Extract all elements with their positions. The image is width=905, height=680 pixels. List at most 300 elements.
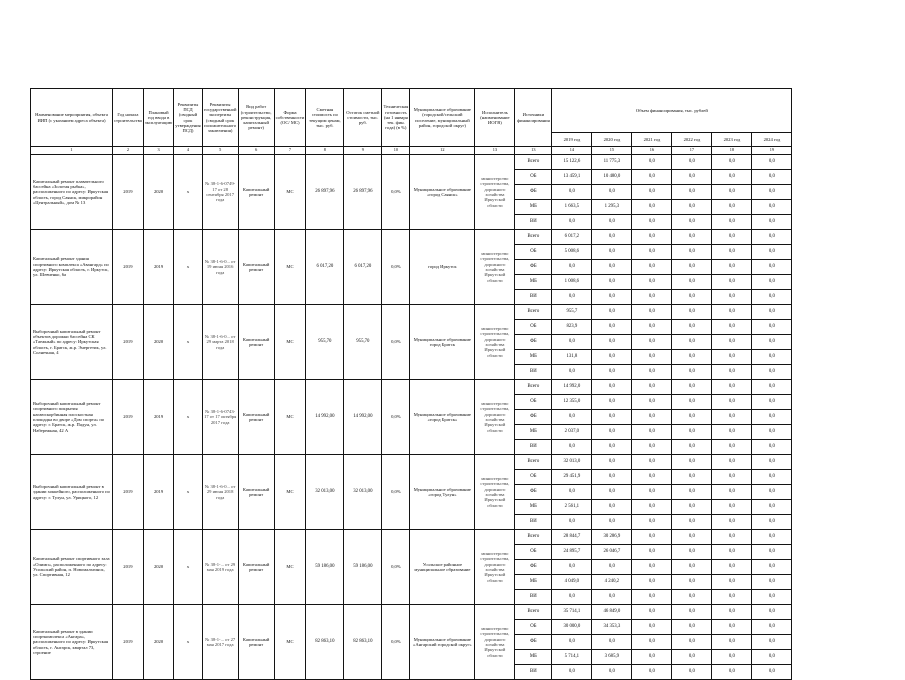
start-year-cell: 2019 (113, 380, 144, 455)
object-name-cell: Капитальный ремонт плавательного бассейна «Золотая рыбка», расположенного по адресу: Иркутская область, город Саянск, микрорайон «Центральный», дом № 13 (31, 155, 113, 230)
funding-amount-cell: 0,0 (632, 620, 672, 635)
funding-amount-cell: 15 122,6 (552, 155, 592, 170)
funding-amount-cell: 0,0 (632, 455, 672, 470)
header-index-cell: 19 (752, 147, 792, 155)
psd-cell: х (174, 155, 202, 230)
funding-amount-cell: 0,0 (672, 650, 712, 665)
funding-amount-cell: 0,0 (592, 305, 632, 320)
funding-amount-cell: 0,0 (592, 425, 632, 440)
funding-amount-cell: 0,0 (552, 560, 592, 575)
funding-amount-cell: 28 844,7 (552, 530, 592, 545)
remain-cell: 32 013,00 (344, 455, 382, 530)
expertise-cell: № 38-1-6-0... от 29 марта 2018 года (202, 305, 238, 380)
header-index-cell: 7 (274, 147, 306, 155)
funding-amount-cell: 0,0 (632, 275, 672, 290)
funding-amount-cell: 0,0 (552, 260, 592, 275)
psd-cell: х (174, 380, 202, 455)
funding-source-cell: МБ (515, 200, 552, 215)
funding-amount-cell: 0,0 (632, 245, 672, 260)
funding-amount-cell: 0,0 (752, 425, 792, 440)
funding-amount-cell: 0,0 (632, 575, 672, 590)
funding-amount-cell: 0,0 (672, 500, 712, 515)
funding-amount-cell: 0,0 (712, 335, 752, 350)
funding-amount-cell: 0,0 (592, 560, 632, 575)
funding-amount-cell: 0,0 (632, 185, 672, 200)
funding-amount-cell: 0,0 (632, 395, 672, 410)
header-ownership: Форма собственности (ОС/ МС) (274, 89, 306, 147)
funding-amount-cell: 0,0 (712, 260, 752, 275)
funding-amount-cell: 0,0 (632, 335, 672, 350)
header-index-cell: 9 (344, 147, 382, 155)
funding-amount-cell: 0,0 (752, 230, 792, 245)
funding-amount-cell: 0,0 (592, 290, 632, 305)
funding-amount-cell: 35 714,1 (552, 605, 592, 620)
funding-amount-cell: 14 992,0 (552, 380, 592, 395)
funding-amount-cell: 0,0 (712, 485, 752, 500)
funding-amount-cell: 0,0 (672, 350, 712, 365)
funding-amount-cell: 0,0 (672, 170, 712, 185)
funding-amount-cell: 0,0 (752, 350, 792, 365)
funding-amount-cell: 0,0 (552, 365, 592, 380)
readiness-cell: 0,0% (382, 305, 410, 380)
funding-amount-cell: 0,0 (552, 290, 592, 305)
funding-amount-cell: 0,0 (552, 410, 592, 425)
table-row (31, 530, 792, 545)
funding-amount-cell: 0,0 (672, 485, 712, 500)
funding-amount-cell: 0,0 (752, 620, 792, 635)
funding-amount-cell: 46 849,0 (592, 605, 632, 620)
funding-amount-cell: 1 295,3 (592, 200, 632, 215)
header-index-cell: 8 (306, 147, 344, 155)
funding-amount-cell: 0,0 (752, 665, 792, 680)
funding-amount-cell: 0,0 (752, 500, 792, 515)
municipality-cell: Усольское районное муниципальное образование (410, 530, 475, 605)
work-type-cell: Капитальный ремонт (238, 530, 274, 605)
funding-amount-cell: 0,0 (632, 230, 672, 245)
funding-source-cell: ФБ (515, 260, 552, 275)
funding-source-cell: Всего (515, 155, 552, 170)
funding-amount-cell: 0,0 (552, 185, 592, 200)
funding-amount-cell: 0,0 (752, 185, 792, 200)
funding-amount-cell: 0,0 (712, 320, 752, 335)
end-year-cell: 2020 (143, 530, 174, 605)
funding-amount-cell: 13 459,1 (552, 170, 592, 185)
funding-amount-cell: 0,0 (632, 545, 672, 560)
funding-amount-cell: 131,8 (552, 350, 592, 365)
funding-amount-cell: 0,0 (592, 590, 632, 605)
funding-amount-cell: 0,0 (672, 335, 712, 350)
funding-source-cell: МБ (515, 425, 552, 440)
executor-cell: министерство строительства, дорожного хозяйства Иркутской области (475, 530, 515, 605)
funding-amount-cell: 0,0 (712, 425, 752, 440)
funding-source-cell: ОБ (515, 170, 552, 185)
funding-amount-cell: 0,0 (712, 620, 752, 635)
ownership-cell: МС (274, 230, 306, 305)
funding-amount-cell: 0,0 (752, 275, 792, 290)
cost-cell: 26 897,96 (306, 155, 344, 230)
funding-amount-cell: 0,0 (632, 320, 672, 335)
funding-amount-cell: 3 685,9 (592, 650, 632, 665)
header-financing-group: Объем финансирования, тыс. рублей (552, 89, 792, 133)
funding-amount-cell: 0,0 (712, 455, 752, 470)
work-type-cell: Капитальный ремонт (238, 305, 274, 380)
remain-cell: 59 186,00 (344, 530, 382, 605)
cost-cell: 32 013,00 (306, 455, 344, 530)
funding-amount-cell: 0,0 (632, 530, 672, 545)
funding-amount-cell: 0,0 (552, 515, 592, 530)
funding-amount-cell: 0,0 (712, 170, 752, 185)
funding-amount-cell: 0,0 (632, 665, 672, 680)
funding-amount-cell: 0,0 (752, 560, 792, 575)
funding-amount-cell: 0,0 (552, 335, 592, 350)
object-name-cell: Выборочный капитальный ремонт объектов дорожки бассейна СК «Таежный» по адресу: Иркутская область, г. Братск, ж.р. Энергетик, ул. Солнечная, 4 (31, 305, 113, 380)
end-year-cell: 2019 (143, 380, 174, 455)
psd-cell: х (174, 455, 202, 530)
funding-amount-cell: 0,0 (712, 365, 752, 380)
funding-amount-cell: 0,0 (632, 170, 672, 185)
funding-amount-cell: 0,0 (672, 635, 712, 650)
work-type-cell: Капитальный ремонт (238, 455, 274, 530)
funding-amount-cell: 0,0 (592, 320, 632, 335)
funding-amount-cell: 32 013,0 (552, 455, 592, 470)
funding-amount-cell: 34 353,3 (592, 620, 632, 635)
funding-source-cell: МБ (515, 500, 552, 515)
funding-amount-cell: 0,0 (752, 215, 792, 230)
funding-source-cell: ФБ (515, 485, 552, 500)
funding-amount-cell: 0,0 (672, 410, 712, 425)
funding-amount-cell: 0,0 (752, 290, 792, 305)
funding-amount-cell: 0,0 (672, 665, 712, 680)
work-type-cell: Капитальный ремонт (238, 605, 274, 680)
ownership-cell: МС (274, 605, 306, 680)
funding-amount-cell: 0,0 (752, 170, 792, 185)
start-year-cell: 2019 (113, 155, 144, 230)
psd-cell: х (174, 530, 202, 605)
header-index-cell: 13 (515, 147, 552, 155)
funding-amount-cell: 0,0 (712, 575, 752, 590)
table-body (31, 155, 792, 680)
funding-amount-cell: 0,0 (632, 635, 672, 650)
funding-amount-cell: 0,0 (592, 665, 632, 680)
funding-source-cell: МБ (515, 350, 552, 365)
start-year-cell: 2019 (113, 230, 144, 305)
funding-amount-cell: 0,0 (712, 590, 752, 605)
header-index-cell: 13 (475, 147, 515, 155)
funding-amount-cell: 0,0 (592, 260, 632, 275)
object-name-cell: Капитальный ремонт спортивного зала «Олимп», расположенного по адресу: Усольский район, п. Новомальтинск, ул. Спортивная, 12 (31, 530, 113, 605)
funding-amount-cell: 0,0 (632, 500, 672, 515)
header-object-name: Наименование мероприятия, объекта ИИП (с указанием адреса объекта) (31, 89, 113, 147)
header-index-cell: 10 (382, 147, 410, 155)
remain-cell: 82 863,10 (344, 605, 382, 680)
funding-amount-cell: 0,0 (592, 350, 632, 365)
funding-amount-cell: 0,0 (752, 320, 792, 335)
funding-amount-cell: 0,0 (752, 485, 792, 500)
funding-amount-cell: 0,0 (632, 410, 672, 425)
ownership-cell: МС (274, 155, 306, 230)
expertise-cell: № 38-1-6-0... от 29 июня 2018 года (202, 455, 238, 530)
funding-amount-cell: 0,0 (752, 395, 792, 410)
readiness-cell: 0,0% (382, 230, 410, 305)
header-index-cell: 12 (410, 147, 475, 155)
funding-amount-cell: 0,0 (632, 440, 672, 455)
funding-amount-cell: 0,0 (632, 485, 672, 500)
header-index-cell: 15 (592, 147, 632, 155)
funding-amount-cell: 0,0 (712, 230, 752, 245)
table-row (31, 155, 792, 170)
funding-source-cell: МБ (515, 650, 552, 665)
funding-amount-cell: 0,0 (672, 230, 712, 245)
funding-amount-cell: 0,0 (672, 440, 712, 455)
funding-amount-cell: 0,0 (752, 530, 792, 545)
funding-amount-cell: 0,0 (672, 530, 712, 545)
ownership-cell: МС (274, 305, 306, 380)
funding-amount-cell: 0,0 (712, 440, 752, 455)
funding-amount-cell: 0,0 (632, 560, 672, 575)
municipality-cell: Муниципальное образование город Братск (410, 305, 475, 380)
funding-amount-cell: 0,0 (672, 470, 712, 485)
header-year: 2022 год (672, 133, 712, 147)
header-index-cell: 16 (632, 147, 672, 155)
header-expertise: Реквизиты государственной экспертизы (сводный срок положительного заключения) (202, 89, 238, 147)
funding-amount-cell: 1 663,5 (552, 200, 592, 215)
funding-amount-cell: 4 240,2 (592, 575, 632, 590)
funding-source-cell: ОБ (515, 470, 552, 485)
funding-amount-cell: 24 895,7 (552, 545, 592, 560)
municipality-cell: Муниципальное образование «Ангарский городской округ» (410, 605, 475, 680)
funding-amount-cell: 0,0 (752, 440, 792, 455)
header-cost: Сметная стоимость по текущим ценам, тыс. руб. (306, 89, 344, 147)
cost-cell: 82 863,10 (306, 605, 344, 680)
header-year: 2021 год (632, 133, 672, 147)
funding-amount-cell: 0,0 (752, 545, 792, 560)
executor-cell: министерство строительства, дорожного хозяйства Иркутской области (475, 380, 515, 455)
funding-amount-cell: 0,0 (752, 605, 792, 620)
funding-amount-cell: 0,0 (672, 545, 712, 560)
end-year-cell: 2020 (143, 155, 174, 230)
remain-cell: 14 992,00 (344, 380, 382, 455)
funding-amount-cell: 955,7 (552, 305, 592, 320)
funding-source-cell: Всего (515, 380, 552, 395)
funding-amount-cell: 0,0 (712, 470, 752, 485)
funding-source-cell: Всего (515, 605, 552, 620)
funding-amount-cell: 0,0 (672, 515, 712, 530)
object-name-cell: Выборочный капитальный ремонт спортивного покрытия нагаюскорбинная плоскостная площадка во дворе «Дом спорта» по адресу: г. Братск, ж.р. Падун, ул. Набережная, 42 А (31, 380, 113, 455)
municipality-cell: Муниципальное образование «город Братск» (410, 380, 475, 455)
funding-amount-cell: 2 037,0 (552, 425, 592, 440)
funding-amount-cell: 0,0 (592, 245, 632, 260)
funding-source-cell: ФБ (515, 410, 552, 425)
funding-amount-cell: 0,0 (672, 605, 712, 620)
end-year-cell: 2019 (143, 230, 174, 305)
end-year-cell: 2020 (143, 305, 174, 380)
funding-amount-cell: 5 714,1 (552, 650, 592, 665)
funding-source-cell: ВИ (515, 440, 552, 455)
funding-source-cell: ОБ (515, 245, 552, 260)
funding-amount-cell: 0,0 (752, 260, 792, 275)
funding-amount-cell: 0,0 (752, 590, 792, 605)
funding-amount-cell: 0,0 (712, 215, 752, 230)
funding-source-cell: ФБ (515, 635, 552, 650)
ownership-cell: МС (274, 455, 306, 530)
funding-amount-cell: 0,0 (712, 545, 752, 560)
funding-source-cell: Всего (515, 455, 552, 470)
funding-amount-cell: 0,0 (552, 590, 592, 605)
funding-amount-cell: 0,0 (712, 305, 752, 320)
header-index-cell: 6 (238, 147, 274, 155)
header-index-cell: 14 (552, 147, 592, 155)
funding-amount-cell: 0,0 (712, 350, 752, 365)
funding-amount-cell: 0,0 (712, 560, 752, 575)
funding-source-cell: ОБ (515, 395, 552, 410)
funding-amount-cell: 0,0 (712, 665, 752, 680)
funding-amount-cell: 0,0 (592, 635, 632, 650)
executor-cell: министерство строительства, дорожного хозяйства Иркутской области (475, 455, 515, 530)
funding-amount-cell: 0,0 (712, 500, 752, 515)
funding-source-cell: ВИ (515, 515, 552, 530)
funding-amount-cell: 12 355,0 (552, 395, 592, 410)
funding-amount-cell: 0,0 (752, 575, 792, 590)
executor-cell: министерство строительства, дорожного хозяйства Иркутской области (475, 230, 515, 305)
header-municipality: Муниципальное образование (городской/сельский поселение, муниципальный район, городской округ) (410, 89, 475, 147)
readiness-cell: 0,0% (382, 155, 410, 230)
funding-amount-cell: 30 286,9 (592, 530, 632, 545)
funding-source-cell: ВИ (515, 290, 552, 305)
funding-amount-cell: 0,0 (552, 635, 592, 650)
funding-amount-cell: 30 000,0 (552, 620, 592, 635)
funding-amount-cell: 0,0 (592, 335, 632, 350)
table-row (31, 305, 792, 320)
funding-amount-cell: 0,0 (672, 200, 712, 215)
executor-cell: министерство строительства, дорожного хозяйства Иркутской области (475, 305, 515, 380)
object-name-cell: Капитальный ремонт здания спортивного комплекса «Авангард» по адресу: Иркутская область, г. Иркутск, ул. Шевченко, 6а (31, 230, 113, 305)
cost-cell: 6 017,20 (306, 230, 344, 305)
funding-source-cell: ОБ (515, 545, 552, 560)
readiness-cell: 0,0% (382, 455, 410, 530)
municipality-cell: город Иркутск (410, 230, 475, 305)
start-year-cell: 2019 (113, 605, 144, 680)
funding-source-cell: МБ (515, 275, 552, 290)
work-type-cell: Капитальный ремонт (238, 380, 274, 455)
funding-amount-cell: 0,0 (752, 515, 792, 530)
funding-amount-cell: 0,0 (592, 185, 632, 200)
header-executor: Исполнитель (наименование ИОГВ) (475, 89, 515, 147)
work-type-cell: Капитальный ремонт (238, 155, 274, 230)
funding-amount-cell: 0,0 (632, 605, 672, 620)
header-index-cell: 3 (143, 147, 174, 155)
funding-source-cell: ВИ (515, 365, 552, 380)
funding-amount-cell: 823,9 (552, 320, 592, 335)
funding-amount-cell: 0,0 (592, 365, 632, 380)
funding-amount-cell: 0,0 (632, 290, 672, 305)
remain-cell: 6 017,20 (344, 230, 382, 305)
funding-amount-cell: 0,0 (672, 290, 712, 305)
header-index-row (31, 147, 792, 155)
funding-amount-cell: 1 008,6 (552, 275, 592, 290)
funding-amount-cell: 0,0 (592, 515, 632, 530)
header-readiness: Техническая готовность (на 1 января тек. фин. года) (в %) (382, 89, 410, 147)
funding-amount-cell: 11 775,3 (592, 155, 632, 170)
object-name-cell: Выборочный капитальный ремонт в здании хоккейного, расположенного по адресу: г. Тулун, ул. Урицкого, 12 (31, 455, 113, 530)
expertise-cell: № 38-1-6-0743-17 от 17 октября 2017 года (202, 380, 238, 455)
funding-source-cell: ВИ (515, 590, 552, 605)
executor-cell: министерство строительства, дорожного хозяйства Иркутской области (475, 605, 515, 680)
funding-amount-cell: 0,0 (672, 260, 712, 275)
header-index-cell: 2 (113, 147, 144, 155)
funding-source-cell: ВИ (515, 665, 552, 680)
expertise-cell: № 38-1-6-0... от 19 июня 2016 года (202, 230, 238, 305)
municipality-cell: Муниципальное образование «город Тулун» (410, 455, 475, 530)
funding-amount-cell: 0,0 (672, 365, 712, 380)
funding-amount-cell: 0,0 (632, 155, 672, 170)
funding-amount-cell: 0,0 (672, 395, 712, 410)
funding-amount-cell: 5 008,6 (552, 245, 592, 260)
funding-amount-cell: 0,0 (632, 650, 672, 665)
funding-amount-cell: 0,0 (752, 305, 792, 320)
funding-amount-cell: 0,0 (672, 455, 712, 470)
header-index-cell: 18 (712, 147, 752, 155)
remain-cell: 26 897,96 (344, 155, 382, 230)
funding-source-cell: Всего (515, 530, 552, 545)
header-psd: Реквизиты ПСД (сводный срок утверждения ПСД) (174, 89, 202, 147)
funding-amount-cell: 0,0 (712, 635, 752, 650)
funding-amount-cell: 0,0 (632, 365, 672, 380)
header-end-year: Плановый год ввода в эксплуатацию (143, 89, 174, 147)
funding-amount-cell: 0,0 (552, 215, 592, 230)
funding-amount-cell: 0,0 (712, 200, 752, 215)
funding-amount-cell: 6 017,2 (552, 230, 592, 245)
start-year-cell: 2019 (113, 530, 144, 605)
funding-amount-cell: 0,0 (712, 395, 752, 410)
funding-amount-cell: 0,0 (712, 650, 752, 665)
header-year: 2024 год (752, 133, 792, 147)
funding-amount-cell: 0,0 (712, 185, 752, 200)
funding-amount-cell: 0,0 (592, 440, 632, 455)
funding-amount-cell: 0,0 (672, 380, 712, 395)
funding-amount-cell: 0,0 (712, 605, 752, 620)
ownership-cell: МС (274, 380, 306, 455)
funding-amount-cell: 0,0 (592, 380, 632, 395)
funding-amount-cell: 0,0 (752, 200, 792, 215)
start-year-cell: 2019 (113, 305, 144, 380)
funding-amount-cell: 0,0 (592, 395, 632, 410)
start-year-cell: 2019 (113, 455, 144, 530)
funding-amount-cell: 0,0 (632, 515, 672, 530)
header-index-cell: 1 (31, 147, 113, 155)
funding-amount-cell: 0,0 (672, 245, 712, 260)
funding-amount-cell: 29 451,9 (552, 470, 592, 485)
funding-amount-cell: 0,0 (712, 515, 752, 530)
funding-amount-cell: 0,0 (552, 485, 592, 500)
ownership-cell: МС (274, 530, 306, 605)
funding-source-cell: ФБ (515, 185, 552, 200)
funding-amount-cell: 0,0 (712, 245, 752, 260)
funding-amount-cell: 0,0 (592, 410, 632, 425)
funding-amount-cell: 0,0 (672, 275, 712, 290)
cost-cell: 59 186,00 (306, 530, 344, 605)
table-row (31, 605, 792, 620)
funding-amount-cell: 0,0 (752, 410, 792, 425)
funding-amount-cell: 0,0 (752, 245, 792, 260)
funding-amount-cell: 2 561,1 (552, 500, 592, 515)
end-year-cell: 2019 (143, 455, 174, 530)
funding-amount-cell: 0,0 (712, 155, 752, 170)
funding-amount-cell: 0,0 (712, 380, 752, 395)
funding-amount-cell: 0,0 (632, 425, 672, 440)
funding-source-cell: ФБ (515, 335, 552, 350)
table-row (31, 455, 792, 470)
header-year: 2019 год (552, 133, 592, 147)
